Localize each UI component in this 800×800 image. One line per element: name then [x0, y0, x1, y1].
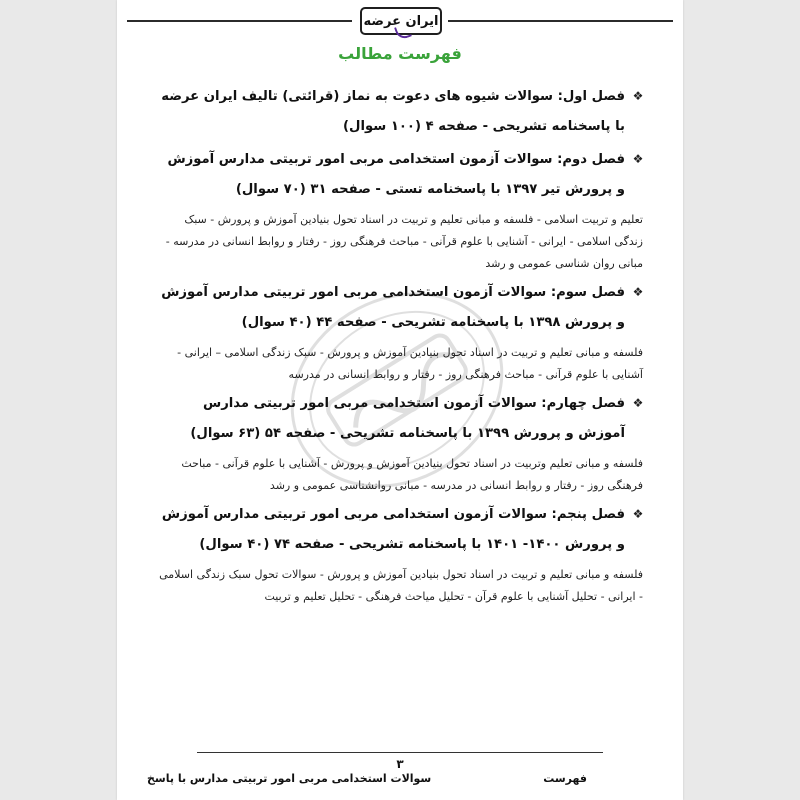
- chapter-description: تعلیم و تربیت اسلامی - فلسفه و مبانی تعلیم و تربیت در اسناد تحول بنیادین آموزش و پرورش - سبک زندگی اسلامی - ایرانی - آشنایی با علوم قرآنی - مباحث فرهنگی روز - رفتار و روابط انسانی در مدرسه - مبانی روان شناسی عمومی و رشد: [165, 213, 643, 270]
- toc-entry[interactable]: [155, 278, 645, 386]
- chapter-description: فلسفه و مبانی تعلیم وتربیت در اسناد تحول بنیادین آموزش و پرورش - آشنایی با علوم قرآنی - مباحث فرهنگی روز - رفتار و روابط انسانی در مدرسه - مبانی روانشناسی عمومی و رشد: [181, 457, 643, 492]
- toc-entry[interactable]: [155, 82, 645, 142]
- chapter-title: فصل دوم: سوالات آزمون استخدامی مربی امور تربیتی مدارس آموزش و پرورش تیر ۱۳۹۷ با پاسخنامه تستی - صفحه ۳۱ (۷۰ سوال): [167, 152, 625, 197]
- toc-list: [155, 82, 645, 611]
- diamond-bullet-icon: ❖: [632, 89, 644, 103]
- toc-title: فهرست مطالب: [338, 44, 462, 63]
- chapter-title: فصل پنجم: سوالات آزمون استخدامی مربی امور تربیتی مدارس آموزش و پرورش ۱۴۰۰- ۱۴۰۱ با پاسخنامه تشریحی - صفحه ۷۴ (۴۰ سوال): [161, 507, 625, 552]
- header-rule-left: [127, 20, 352, 22]
- chapter-title: فصل چهارم: سوالات آزمون استخدامی مربی امور تربیتی مدارس آموزش و پرورش ۱۳۹۹ با پاسخنامه تشریحی - صفحه ۵۴ (۶۳ سوال): [190, 396, 625, 441]
- page-number: ۳: [396, 757, 404, 771]
- brand-logo: [360, 7, 442, 35]
- toc-entry[interactable]: [155, 500, 645, 608]
- diamond-bullet-icon: ❖: [632, 152, 644, 166]
- footer-section-label: فهرست: [543, 772, 587, 785]
- chapter-title: فصل اول: سوالات شیوه های دعوت به نماز (قرائتی) تالیف ایران عرضه با پاسخنامه تشریحی - صفحه ۴ (۱۰۰ سوال): [161, 89, 625, 134]
- toc-entry[interactable]: [155, 145, 645, 275]
- diamond-bullet-icon: ❖: [632, 507, 644, 521]
- chapter-description: فلسفه و مبانی تعلیم و تربیت در اسناد تحول بنیادین آموزش و پرورش - سوالات تحول سبک زندگی اسلامی - ایرانی - تحلیل آشنایی با علوم قرآن - تحلیل میاحث فرهنگی - تحلیل تعلیم و تربیت: [159, 568, 643, 603]
- diamond-bullet-icon: ❖: [632, 396, 644, 410]
- logo-text: ایران عرضه: [363, 13, 439, 29]
- chapter-description: فلسفه و مبانی تعلیم و تربیت در اسناد تحول بنیادین آموزش و پرورش - سبک زندگی اسلامی – ایرانی - آشنایی با علوم قرآنی - مباحث فرهنگی روز - رفتار و روابط انسانی در مدرسه: [177, 346, 643, 381]
- diamond-bullet-icon: ❖: [632, 285, 644, 299]
- footer-rule: [197, 752, 603, 753]
- chapter-title: فصل سوم: سوالات آزمون استخدامی مربی امور تربیتی مدارس آموزش و پرورش ۱۳۹۸ با پاسخنامه تشریحی - صفحه ۴۴ (۴۰ سوال): [161, 285, 625, 330]
- toc-entry[interactable]: [155, 389, 645, 497]
- header-rule-right: [448, 20, 673, 22]
- footer-book-title: سوالات استخدامی مربی امور تربیتی مدارس با پاسخ: [147, 772, 432, 785]
- document-page: [117, 0, 683, 800]
